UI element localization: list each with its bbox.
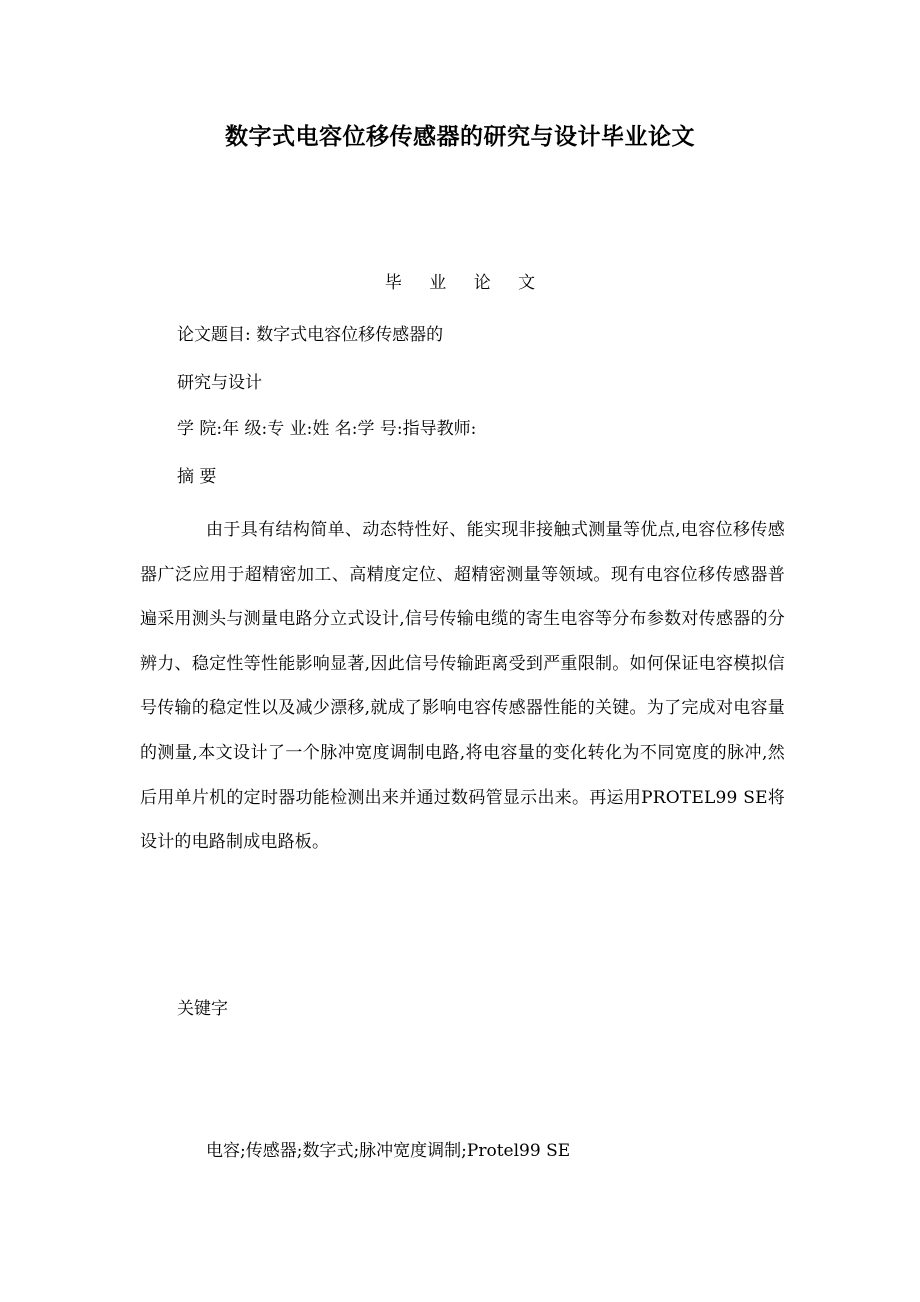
document-title: 数字式电容位移传感器的研究与设计毕业论文: [225, 124, 695, 150]
keywords-list: 电容;传感器;数字式;脉冲宽度调制;Protel99 SE: [206, 1141, 571, 1161]
keywords-heading: 关键字: [177, 999, 228, 1019]
thesis-topic-line-2: 研究与设计: [177, 373, 262, 393]
thesis-topic-line-1: 论文题目: 数字式电容位移传感器的: [177, 325, 444, 345]
info-fields: 学 院:年 级:专 业:姓 名:学 号:指导教师:: [177, 419, 477, 439]
abstract-heading: 摘 要: [177, 467, 217, 487]
abstract-body: 由于具有结构简单、动态特性好、能实现非接触式测量等优点,电容位移传感器广泛应用于超精密加工、高精度定位、超精密测量等领域。现有电容位移传感器普遍采用测头与测量电路分立式设计,信号传输电缆的寄生电容等分布参数对传感器的分辨力、稳定性等性能影响显著,因此信号传输距离受到严重限制。如何保证电容模拟信号传输的稳定性以及减少漂移,就成了影响电容传感器性能的关键。为了完成对电容量的测量,本文设计了一个脉冲宽度调制电路,将电容量的变化转化为不同宽度的脉冲,然后用单片机的定时器功能检测出来并通过数码管显示出来。再运用PROTEL99 SE将设计的电路制成电路板。: [140, 520, 785, 853]
section-heading: 毕 业 论 文: [384, 273, 547, 293]
